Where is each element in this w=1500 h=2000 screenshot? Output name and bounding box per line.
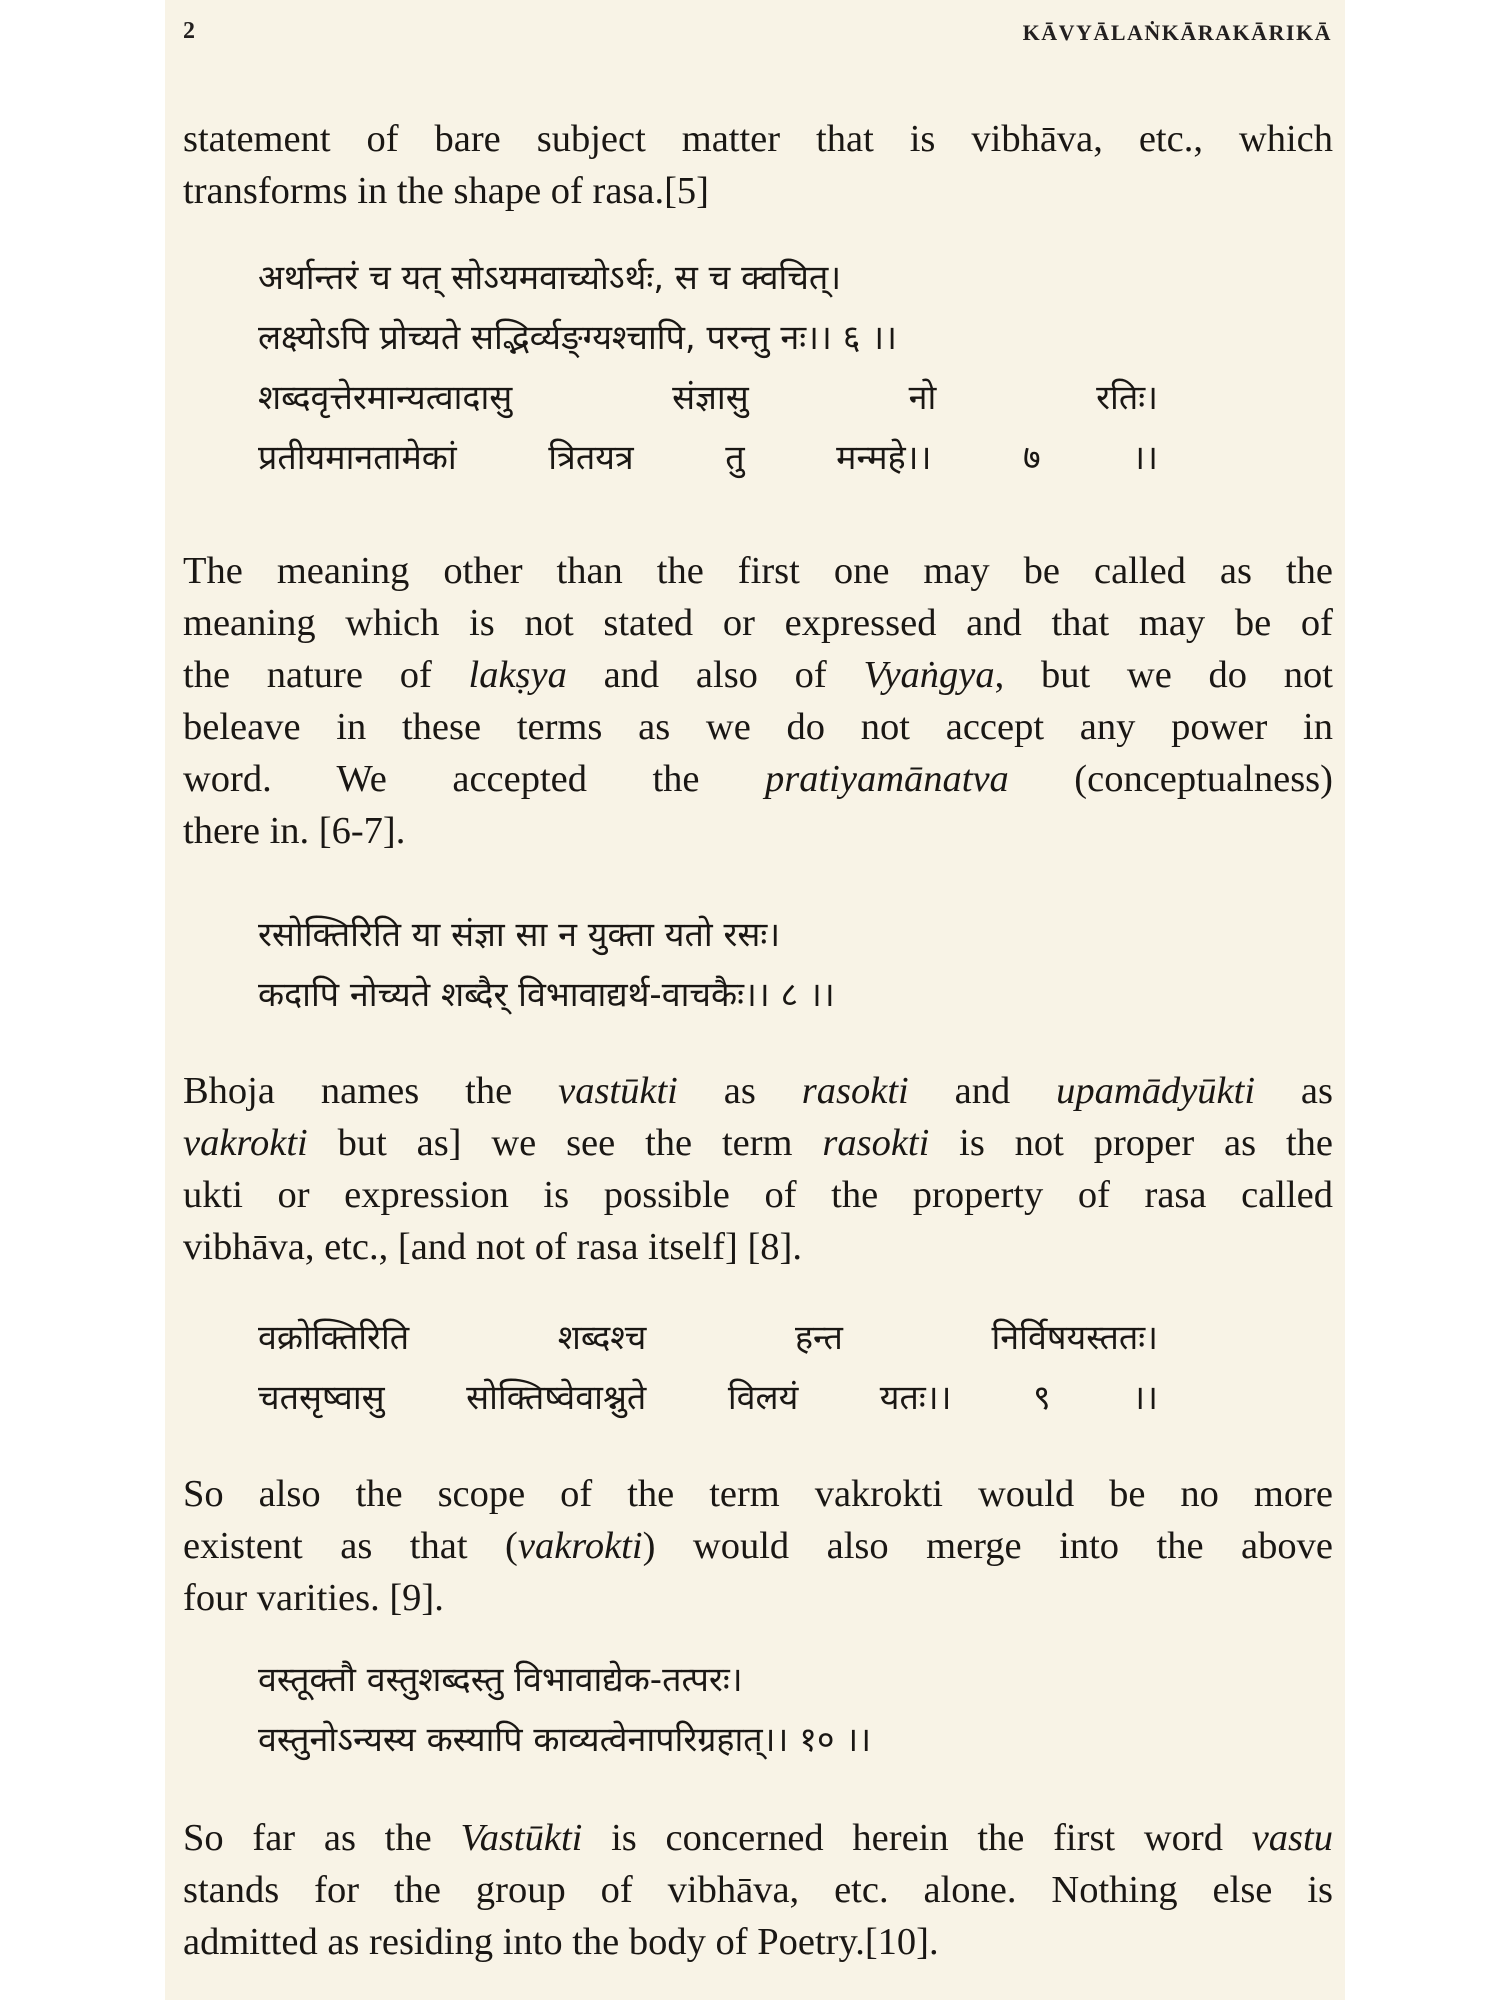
text-line: there in. [6-7]. — [183, 810, 406, 852]
text-line: meaning which is not stated or expressed and that may be of — [183, 602, 1333, 644]
sanskrit-verse-10 — [183, 1650, 1333, 1770]
paragraph-1 — [183, 113, 1333, 217]
verse-line: प्रतीयमानतामेकां त्रितयत्र तु मन्महे।। ७ ।। — [258, 438, 1158, 478]
text-line: beleave in these terms as we do not accept any power in — [183, 706, 1333, 748]
text-line: Bhoja names the vastūkti as rasokti and upamādyūkti as — [183, 1070, 1334, 1112]
text-line: statement of bare subject matter that is vibhāva, etc., which — [183, 118, 1333, 160]
verse-line: शब्दवृत्तेरमान्यत्वादासु संज्ञासु नो रतिः। — [258, 378, 1158, 418]
text-line: ukti or expression is possible of the property of rasa called — [183, 1174, 1333, 1216]
text-line: transforms in the shape of rasa.[5] — [183, 170, 709, 212]
term-pratiyamanatva: pratiyamānatva — [765, 758, 1009, 800]
paragraph-4 — [183, 1468, 1333, 1624]
text-line: admitted as residing into the body of Poetry.[10]. — [183, 1921, 939, 1963]
term-vakrokti: vakrokti — [183, 1122, 308, 1164]
term-rasokti: rasokti — [822, 1122, 930, 1164]
term-upamadyukti: upamādyūkti — [1056, 1070, 1256, 1112]
term-vyangya: Vyaṅgya — [863, 654, 995, 696]
text-line: existent as that (vakrokti) would also merge into the above — [183, 1525, 1333, 1567]
term-vakrokti: vakrokti — [517, 1525, 643, 1567]
page-number: 2 — [183, 18, 195, 44]
text-line: word. We accepted the pratiyamānatva (conceptualness) — [183, 758, 1333, 800]
text-line: So also the scope of the term vakrokti would be no more — [183, 1473, 1333, 1515]
text-line: the nature of lakṣya and also of Vyaṅgya, but we do not — [183, 654, 1333, 696]
running-title: KĀVYĀLAṄKĀRAKĀRIKĀ — [1022, 20, 1332, 45]
text-line: stands for the group of vibhāva, etc. alone. Nothing else is — [183, 1869, 1333, 1911]
term-vastukti: vastūkti — [558, 1070, 678, 1112]
paragraph-5 — [183, 1812, 1333, 1968]
verse-line: वक्रोक्तिरिति शब्दश्च हन्त निर्विषयस्ततः। — [258, 1318, 1158, 1358]
text-line: vibhāva, etc., [and not of rasa itself] [8]. — [183, 1226, 802, 1268]
term-vastukti: Vastūkti — [460, 1817, 583, 1859]
term-rasokti: rasokti — [801, 1070, 909, 1112]
text-line: vakrokti but as] we see the term rasokti is not proper as the — [183, 1122, 1333, 1164]
verse-line: अर्थान्तरं च यत् सोऽयमवाच्योऽर्थः, स च क्वचित्। — [258, 258, 842, 298]
verse-line: वस्तुनोऽन्यस्य कस्यापि काव्यत्वेनापरिग्रहात्।। १० ।। — [258, 1720, 872, 1760]
sanskrit-verse-6-7 — [183, 248, 1333, 488]
verse-line: लक्ष्योऽपि प्रोच्यते सद्भिर्व्यङ्ग्यश्चापि, परन्तु नः।। ६ ।। — [258, 318, 897, 358]
paragraph-3 — [183, 1065, 1333, 1273]
verse-line: चतसृष्वासु सोक्तिष्वेवाश्नुते विलयं यतः।। ९ ।। — [258, 1378, 1158, 1418]
paragraph-2 — [183, 545, 1333, 857]
verse-line: वस्तूक्तौ वस्तुशब्दस्तु विभावाद्येक-तत्परः। — [258, 1660, 743, 1700]
term-vastu: vastu — [1251, 1817, 1333, 1859]
text-line: four varities. [9]. — [183, 1577, 444, 1619]
sanskrit-verse-9 — [183, 1308, 1333, 1428]
verse-line: रसोक्तिरिति या संज्ञा सा न युक्ता यतो रसः। — [258, 915, 781, 955]
sanskrit-verse-8 — [183, 905, 1333, 1025]
verse-line: कदापि नोच्यते शब्दैर् विभावाद्यर्थ-वाचकैः।। ८ ।। — [258, 975, 835, 1015]
text-line: The meaning other than the first one may be called as the — [183, 550, 1333, 592]
term-laksya: lakṣya — [468, 654, 567, 696]
text-line: So far as the Vastūkti is concerned herein the first word vastu — [183, 1817, 1333, 1859]
